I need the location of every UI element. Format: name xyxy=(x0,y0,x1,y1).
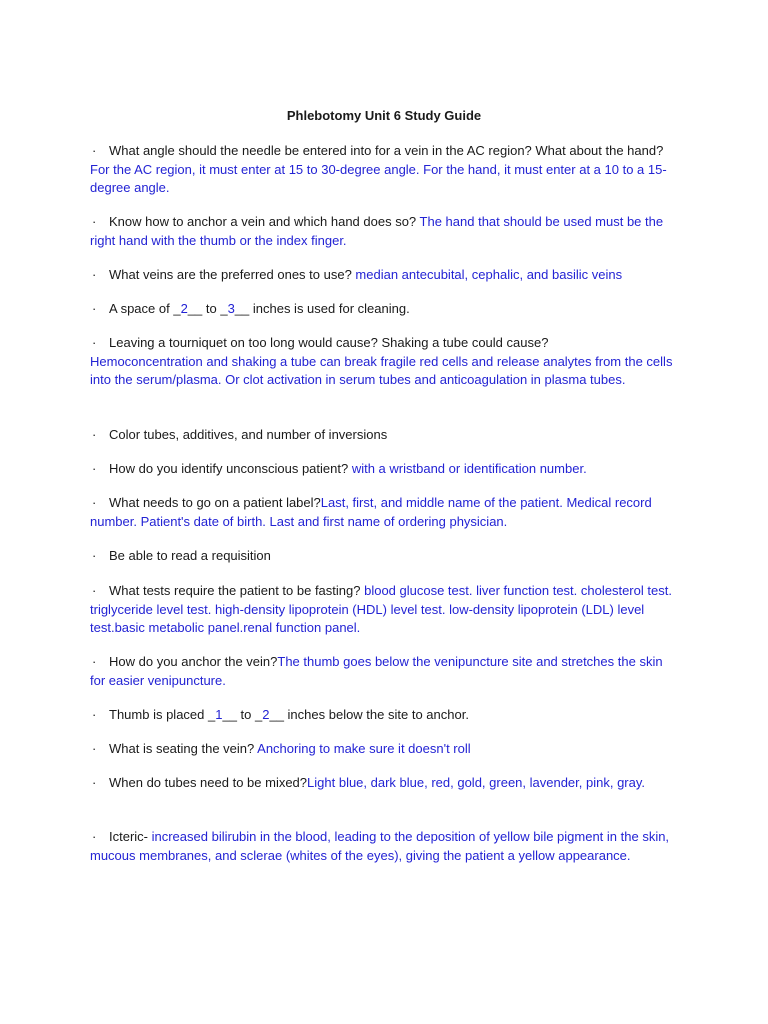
bullet: · xyxy=(92,301,97,316)
question-text: __ to _ xyxy=(222,707,263,722)
answer-text: Anchoring to make sure it doesn't roll xyxy=(254,741,471,756)
answer-text: with a wristband or identification number. xyxy=(348,461,587,476)
question-text: What angle should the needle be entered into for a vein in the AC region? What about the hand? xyxy=(109,143,664,158)
list-item xyxy=(90,213,680,250)
fill-in-answer: 2 xyxy=(262,707,270,722)
question-text: __ inches below the site to anchor. xyxy=(269,707,469,722)
fill-in-answer: 2 xyxy=(180,301,188,316)
list-item xyxy=(90,334,680,390)
bullet: · xyxy=(92,335,97,350)
answer-text: For the AC region, it must enter at 15 to 30-degree angle. For the hand, it must enter at a 10 to a 15-degree angle. xyxy=(90,161,667,196)
list-item xyxy=(90,740,680,759)
bullet: · xyxy=(92,495,97,510)
list-item xyxy=(90,494,680,531)
answer-text: median antecubital, cephalic, and basilic veins xyxy=(351,267,623,282)
question-text: How do you identify unconscious patient? xyxy=(109,461,349,476)
question-text: How do you anchor the vein? xyxy=(109,654,278,669)
list-item xyxy=(90,142,680,198)
question-text: A space of _ xyxy=(109,301,181,316)
bullet: · xyxy=(92,829,97,844)
list-item xyxy=(90,266,680,285)
bullet: · xyxy=(92,583,97,598)
answer-text: increased bilirubin in the blood, leading to the deposition of yellow bile pigment in the skin, mucous membranes, and sclerae (whites of the eyes), giving the patient a yellow appearance. xyxy=(90,829,670,863)
answer-text: Hemoconcentration and shaking a tube can break fragile red cells and release analytes from the cells into the serum/plasma. Or clot activation in serum tubes and anticoagulation in plasma tubes. xyxy=(90,353,673,388)
list-item xyxy=(90,460,680,479)
question-text: Thumb is placed _ xyxy=(109,707,216,722)
list-item xyxy=(90,582,680,638)
question-text: What tests require the patient to be fasting? xyxy=(109,583,361,598)
question-text: When do tubes need to be mixed? xyxy=(109,775,308,790)
question-text: What needs to go on a patient label? xyxy=(109,495,321,510)
question-text: Color tubes, additives, and number of inversions xyxy=(109,427,388,442)
fill-in-answer: 3 xyxy=(227,301,235,316)
bullet: · xyxy=(92,707,97,722)
bullet: · xyxy=(92,267,97,282)
bullet: · xyxy=(92,214,97,229)
question-text: Know how to anchor a vein and which hand does so? xyxy=(109,214,417,229)
bullet: · xyxy=(92,548,97,563)
list-item xyxy=(90,774,680,793)
page-title: Phlebotomy Unit 6 Study Guide xyxy=(286,108,482,123)
list-item xyxy=(90,547,680,566)
list-item xyxy=(90,653,680,690)
bullet: · xyxy=(92,775,97,790)
answer-text: blood glucose test. liver function test. cholesterol test. triglyceride level test. high-density lipoprotein (HDL) level test. low-density lipoprotein (LDL) level test.basic metabolic panel.renal function panel. xyxy=(90,583,672,636)
bullet: · xyxy=(92,461,97,476)
question-text: Be able to read a requisition xyxy=(109,548,271,563)
question-text: Leaving a tourniquet on too long would cause? Shaking a tube could cause? xyxy=(109,335,549,350)
fill-in-answer: 1 xyxy=(215,707,223,722)
answer-text: Last, first, and middle name of the patient. Medical record number. Patient's date of birth. Last and first name of ordering physician. xyxy=(90,495,652,529)
question-text: Icteric- xyxy=(109,829,148,844)
answer-text: The hand that should be used must be the right hand with the thumb or the index finger. xyxy=(90,214,664,248)
bullet: · xyxy=(92,427,97,442)
question-text: What is seating the vein? xyxy=(109,741,255,756)
answer-text: The thumb goes below the venipuncture site and stretches the skin for easier venipuncture. xyxy=(90,654,663,688)
list-item xyxy=(90,706,680,725)
list-item xyxy=(90,426,680,445)
bullet: · xyxy=(92,654,97,669)
question-text: __ inches is used for cleaning. xyxy=(234,301,410,316)
list-item xyxy=(90,828,680,865)
list-item xyxy=(90,300,680,319)
bullet: · xyxy=(92,741,97,756)
bullet: · xyxy=(92,143,97,158)
question-text: __ to _ xyxy=(187,301,228,316)
answer-text: Light blue, dark blue, red, gold, green, lavender, pink, gray. xyxy=(307,775,646,790)
question-text: What veins are the preferred ones to use? xyxy=(109,267,352,282)
